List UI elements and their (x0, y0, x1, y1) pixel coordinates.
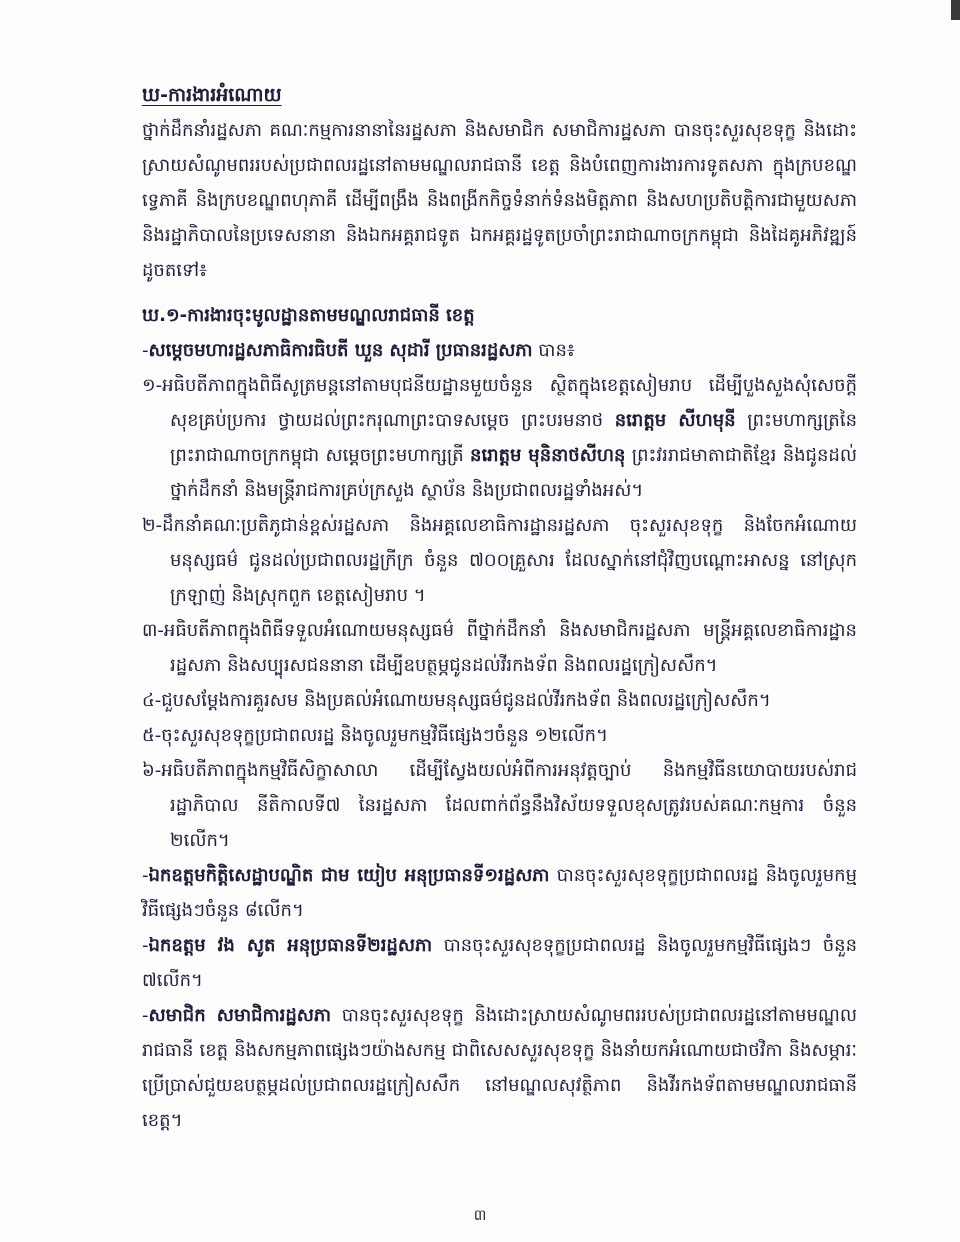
list-item-number: ៣- (142, 620, 164, 641)
scan-corner-mark (951, 0, 960, 20)
subsection-heading: ឃ.១-ការងារចុះមូលដ្ឋានតាមមណ្ឌលរាជធានី ខេត្ត (142, 305, 475, 326)
list-item-text: អធិបតីភាពក្នុងកម្មវិធីសិក្ខាសាលា ដើម្បីស្វែងយល់អំពីការអនុវត្តច្បាប់ និងកម្មវិធីនយោបាយរបស់រាជរដ្ឋាភិបាល នីតិកាលទី៧ នៃរដ្ឋសភា ដែលពាក់ព័ន្ធនឹងវិស័យទទួលខុសត្រូវរបស់គណៈកម្មការ ចំនួន ២លើក។ (161, 760, 857, 851)
list-item-number: ៦- (142, 760, 162, 781)
list-item (142, 368, 857, 508)
president-prefix: - (142, 340, 149, 361)
second-vp-prefix: - (142, 935, 149, 956)
section-intro (142, 113, 857, 288)
list-item-text-after: ព្រះវររាជមាតាជាតិខ្មែរ និងជូនដល់ថ្នាក់ដឹកនាំ និងមន្ត្រីរាជការគ្រប់ក្រសួង ស្ថាប័ន និងប្រជាពលរដ្ឋទាំងអស់។ (170, 445, 857, 501)
list-item-text: ដឹកនាំគណៈប្រតិភូជាន់ខ្ពស់រដ្ឋសភា និងអគ្គលេខាធិការដ្ឋានរដ្ឋសភា ចុះសួរសុខទុក្ខ និងចែកអំណោយមនុស្សធម៌ ជូនដល់ប្រជាពលរដ្ឋក្រីក្រ ចំនួន ៧០០គ្រួសារ ដែលស្នាក់នៅជុំវិញបណ្តោះអាសន្ន នៅស្រុកក្រឡាញ់ និងស្រុកពួក ខេត្តសៀមរាប ។ (162, 515, 857, 606)
list-item-number: ៥- (142, 725, 162, 746)
king-name: នរោត្តម សីហមុនី (614, 410, 736, 431)
list-item (142, 613, 857, 683)
page-number: ៣ (473, 1206, 487, 1224)
queen-mother-name: នរោត្តម មុនិនាថសីហនុ (470, 445, 626, 466)
members-paragraph (142, 998, 857, 1138)
page-content (142, 78, 857, 1138)
first-vp-name: ឯកឧត្តមកិត្តិសេដ្ឋាបណ្ឌិត ជាម យៀប អនុប្រធានទី១រដ្ឋសភា (148, 865, 550, 886)
president-suffix: បាន៖ (532, 340, 575, 361)
president-activity-list (142, 368, 857, 858)
second-vice-president-paragraph (142, 928, 857, 998)
members-text: បានចុះសួរសុខទុក្ខ និងដោះស្រាយសំណូមពររបស់ប្រជាពលរដ្ឋនៅតាមមណ្ឌលរាជធានី ខេត្ត និងសកម្មភាពផ្សេងៗយ៉ាងសកម្ម ជាពិសេសសួរសុខទុក្ខ និងនាំយកអំណោយជាថវិកា និងសម្ភារៈប្រើប្រាស់ជួយឧបត្ថម្ភដល់ប្រជាពលរដ្ឋក្រៀសសឹក នៅមណ្ឌលសុវត្ថិភាព និងវីរកងទ័ពតាមមណ្ឌលរាជធានី ខេត្ត។ (142, 1005, 857, 1131)
first-vp-prefix: - (142, 865, 149, 886)
first-vp-text: បានចុះសួរសុខទុក្ខប្រជាពលរដ្ឋ និងចូលរួមកម្មវិធីផ្សេងៗចំនួន ៨លើក។ (142, 865, 858, 921)
president-line (142, 333, 857, 368)
list-item (142, 683, 857, 718)
second-vp-name: ឯកឧត្តម វង សូត អនុប្រធានទី២រដ្ឋសភា (148, 935, 433, 956)
list-item-text: អធិបតីភាពក្នុងពិធីសូត្រមន្តនៅតាមបុជនីយដ្ឋានមួយចំនួន ស្ថិតក្នុងខេត្តសៀមរាប ដើម្បីបួងសួងសុំសេចក្តីសុខគ្រប់ប្រការ ថ្វាយដល់ព្រះករុណាព្រះបាទសម្តេច ព្រះបរមនាថ (162, 375, 857, 431)
list-item-number: ៤- (142, 690, 162, 711)
section-heading: ឃ-ការងារអំណោយ (142, 84, 282, 106)
list-item (142, 718, 857, 753)
section-intro-text: ថ្នាក់ដឹកនាំរដ្ឋសភា គណៈកម្មការនានានៃរដ្ឋសភា និងសមាជិក សមាជិការដ្ឋសភា បានចុះសួរសុខទុក្ខ និងដោះស្រាយសំណូមពររបស់ប្រជាពលរដ្ឋនៅតាមមណ្ឌលរាជធានី ខេត្ត និងបំពេញការងារការទូតសភា ក្នុងក្របខណ្ឌទ្វេភាគី និងក្របខណ្ឌពហុភាគី ដើម្បីពង្រឹង និងពង្រីកកិច្ចទំនាក់ទំនងមិត្តភាព និងសហប្រតិបត្តិការជាមួយសភា និងរដ្ឋាភិបាលនៃប្រទេសនានា និងឯកអគ្គរាជទូត ឯកអគ្គរដ្ឋទូតប្រចាំព្រះរាជាណាចក្រកម្ពុជា និងដៃគូអភិវឌ្ឍន៍ ដូចតទៅ៖ (142, 120, 857, 281)
list-item-text-mid: ព្រះមហាក្សត្រនៃព្រះរាជាណាចក្រកម្ពុជា សម្តេចព្រះមហាក្សត្រី (170, 410, 857, 466)
list-item-text: ចុះសួរសុខទុក្ខប្រជាពលរដ្ឋ និងចូលរួមកម្មវិធីផ្សេងៗចំនួន ១២លើក។ (161, 725, 608, 746)
list-item (142, 753, 857, 858)
list-item-number: ២- (142, 515, 163, 536)
first-vice-president-paragraph (142, 858, 857, 928)
second-vp-text: បានចុះសួរសុខទុក្ខប្រជាពលរដ្ឋ និងចូលរួមកម្មវិធីផ្សេងៗ ចំនួន ៧លើក។ (142, 935, 857, 991)
members-name: សមាជិក សមាជិការដ្ឋសភា (148, 1005, 332, 1026)
list-item-text: អធិបតីភាពក្នុងពិធីទទួលអំណោយមនុស្សធម៌ ពីថ្នាក់ដឹកនាំ និងសមាជិករដ្ឋសភា មន្ត្រីអគ្គលេខាធិការដ្ឋានរដ្ឋសភា និងសប្បុរសជននានា ដើម្បីឧបត្ថម្ភជូនដល់វីរកងទ័ព និងពលរដ្ឋក្រៀសសឹក។ (163, 620, 857, 676)
list-item-text: ជួបសម្តែងការគួរសម និងប្រគល់អំណោយមនុស្សធម៌ជូនដល់វីរកងទ័ព និងពលរដ្ឋក្រៀសសឹក។ (161, 690, 771, 711)
president-name: សម្តេចមហារដ្ឋសភាធិការធិបតី ឃួន សុដារី ប្រធានរដ្ឋសភា (148, 340, 533, 361)
list-item-number: ១- (142, 375, 163, 396)
members-prefix: - (142, 1005, 149, 1026)
list-item (142, 508, 857, 613)
